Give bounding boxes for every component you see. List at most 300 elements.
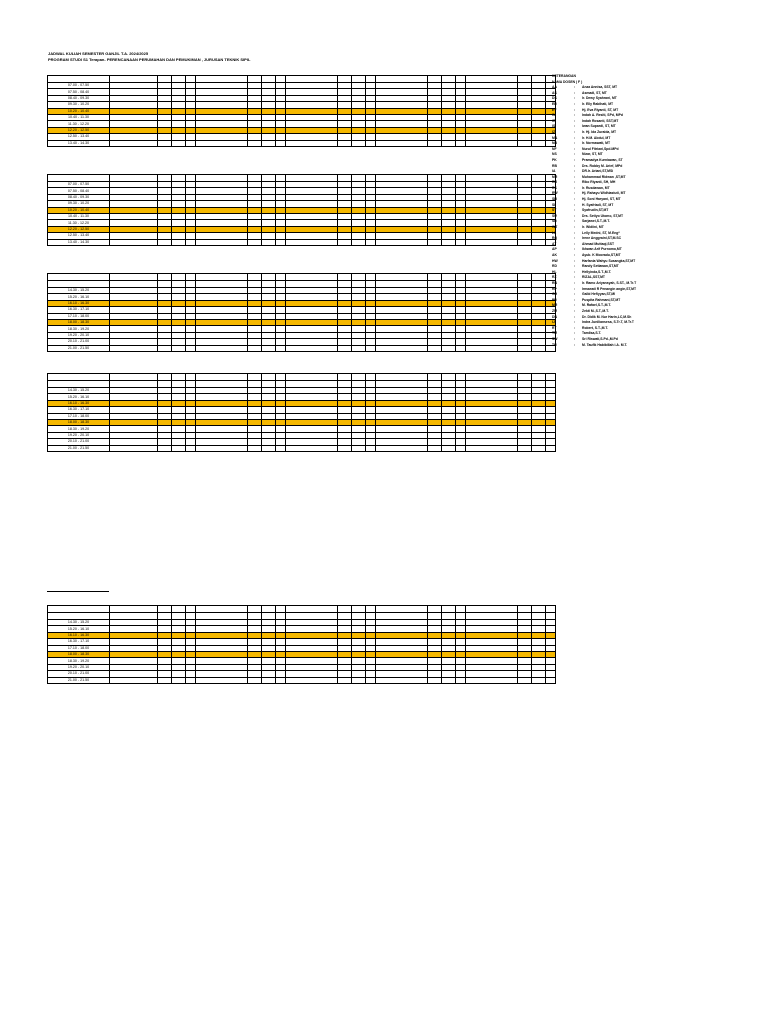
- lecturer-code: MA: [552, 135, 558, 140]
- schedule-cell: [466, 76, 518, 83]
- legend-separator: :: [574, 90, 576, 95]
- legend-separator: :: [574, 180, 576, 185]
- table-header-row: [48, 76, 556, 83]
- time-cell: 16.30 - 17.10: [48, 639, 110, 645]
- schedule-cell: [286, 374, 338, 381]
- schedule-cell: [186, 76, 196, 83]
- schedule-cell: [352, 281, 366, 288]
- schedule-cell: [186, 374, 196, 381]
- lecturer-code: SI: [552, 202, 556, 207]
- schedule-cell: [518, 281, 532, 288]
- schedule-cell: [518, 76, 532, 83]
- schedule-cell: [442, 281, 456, 288]
- legend-separator: :: [574, 331, 576, 336]
- schedule-cell: [158, 175, 172, 182]
- time-cell: 15.20 - 16.10: [48, 294, 110, 300]
- schedule-cell: [262, 140, 276, 146]
- legend-separator: :: [574, 275, 576, 280]
- lecturer-code: RW: [552, 191, 558, 196]
- schedule-cell: [286, 677, 338, 683]
- schedule-cell: [186, 445, 196, 451]
- table-row: [48, 239, 556, 245]
- schedule-cell: [532, 175, 546, 182]
- schedule-cell: [532, 281, 546, 288]
- schedule-cell: [158, 76, 172, 83]
- legend-subtitle: NAMA DOSEN ( F ): [552, 79, 583, 84]
- schedule-cell: [518, 374, 532, 381]
- schedule-cell: [532, 613, 546, 620]
- schedule-table-3: [47, 273, 556, 352]
- lecturer-name: RIZAL,SST,MT: [582, 275, 605, 280]
- schedule-cell: [276, 281, 286, 288]
- schedule-cell: [428, 175, 442, 182]
- schedule-cell: [456, 677, 466, 683]
- lecturer-code: RP: [552, 286, 557, 291]
- time-cell: 10.20 - 10.40: [48, 207, 110, 213]
- schedule-cell: [186, 677, 196, 683]
- lecturer-name: Sarjawei,S.T.,M.T.: [582, 219, 610, 224]
- schedule-cell: [262, 281, 276, 288]
- time-cell: 13.40 - 14.30: [48, 140, 110, 146]
- time-cell: 09.30 - 10.20: [48, 201, 110, 207]
- lecturer-code: PR: [552, 297, 557, 302]
- legend-separator: :: [574, 342, 576, 347]
- lecturer-name: Robert, S.T.,M.T.: [582, 325, 608, 330]
- lecturer-name: DR.Ir. Ariani,ST,MSi: [582, 169, 614, 174]
- lecturer-name: Syafrudin,ST,MT: [582, 208, 609, 213]
- schedule-cell: [196, 239, 248, 245]
- time-cell: [48, 374, 110, 381]
- schedule-cell: [532, 445, 546, 451]
- schedule-cell: [286, 606, 338, 613]
- schedule-cell: [248, 76, 262, 83]
- lecturer-name: Galbi Hefiyyan,ST,MI: [582, 292, 616, 297]
- schedule-cell: [110, 76, 158, 83]
- schedule-cell: [366, 281, 376, 288]
- lecturer-code: SU: [552, 213, 557, 218]
- schedule-cell: [276, 345, 286, 351]
- time-cell: 16.10 - 16.30: [48, 632, 110, 638]
- schedule-cell: [248, 606, 262, 613]
- schedule-cell: [376, 677, 428, 683]
- legend-separator: :: [574, 308, 576, 313]
- schedule-cell: [532, 345, 546, 351]
- schedule-cell: [518, 606, 532, 613]
- schedule-cell: [456, 613, 466, 620]
- schedule-cell: [158, 613, 172, 620]
- schedule-cell: [186, 606, 196, 613]
- time-cell: 08.40 - 09.30: [48, 194, 110, 200]
- time-cell: [48, 274, 110, 281]
- schedule-cell: [172, 140, 186, 146]
- lecturer-name: Hj. Soni Haryani, ST, MT: [582, 197, 621, 202]
- schedule-cell: [276, 613, 286, 620]
- schedule-cell: [172, 345, 186, 351]
- time-cell: 16.30 - 17.10: [48, 407, 110, 413]
- lecturer-name: Hellyinda,S.T.,M.T.: [582, 269, 612, 274]
- schedule-cell: [366, 374, 376, 381]
- schedule-cell: [352, 345, 366, 351]
- time-cell: 17.10 - 18.00: [48, 413, 110, 419]
- lecturer-name: Ir. Dewy Syahrani, MT: [582, 96, 617, 101]
- separator-line: [47, 591, 109, 592]
- schedule-cell: [442, 613, 456, 620]
- time-cell: [48, 281, 110, 288]
- lecturer-name: Lelly Medni, ST, M.Eng*: [582, 230, 620, 235]
- schedule-cell: [186, 381, 196, 388]
- schedule-cell: [442, 175, 456, 182]
- schedule-cell: [442, 239, 456, 245]
- legend-title: KETERANGAN: [552, 74, 576, 78]
- schedule-cell: [466, 345, 518, 351]
- schedule-cell: [248, 274, 262, 281]
- schedule-cell: [466, 239, 518, 245]
- lecturer-code: ZM: [552, 308, 557, 313]
- schedule-cell: [196, 613, 248, 620]
- legend-separator: :: [574, 129, 576, 134]
- schedule-cell: [110, 140, 158, 146]
- schedule-cell: [262, 677, 276, 683]
- schedule-cell: [376, 606, 428, 613]
- lecturer-name: Indah A. Resiti, SPd, MPd: [582, 113, 623, 118]
- time-cell: 14.30 - 15.20: [48, 388, 110, 394]
- legend-separator: :: [574, 253, 576, 257]
- schedule-cell: [338, 606, 352, 613]
- lecturer-name: Puspita Rahmani,ST,MT: [582, 297, 621, 302]
- lecturer-code: AT: [552, 241, 557, 246]
- legend-separator: :: [574, 85, 576, 90]
- schedule-cell: [338, 274, 352, 281]
- schedule-cell: [428, 76, 442, 83]
- schedule-cell: [186, 239, 196, 245]
- table-header-row: [48, 274, 556, 281]
- legend-separator: :: [574, 241, 576, 246]
- lecturer-name: Hj. Eva Riyanti, ST, MT: [582, 107, 619, 112]
- schedule-cell: [352, 445, 366, 451]
- lecturer-code: RQ: [552, 236, 558, 241]
- time-cell: 20.10 - 21.00: [48, 671, 110, 677]
- time-cell: 16.10 - 16.30: [48, 300, 110, 306]
- schedule-cell: [110, 445, 158, 451]
- schedule-cell: [196, 281, 248, 288]
- schedule-cell: [248, 345, 262, 351]
- schedule-cell: [532, 677, 546, 683]
- schedule-cell: [338, 613, 352, 620]
- table-row: [48, 140, 556, 146]
- lecturer-name: Pramadya Kurniawan, ST: [582, 157, 623, 162]
- schedule-cell: [196, 374, 248, 381]
- schedule-cell: [110, 175, 158, 182]
- schedule-cell: [376, 140, 428, 146]
- schedule-cell: [186, 281, 196, 288]
- legend-separator: :: [574, 169, 576, 174]
- schedule-cell: [366, 613, 376, 620]
- lecturer-code: IZ: [552, 129, 556, 134]
- schedule-cell: [286, 345, 338, 351]
- schedule-cell: [196, 274, 248, 281]
- legend-separator: :: [574, 258, 576, 263]
- schedule-cell: [196, 606, 248, 613]
- lecturer-name: Riko Riyanti, SH, MH: [582, 180, 616, 185]
- schedule-cell: [376, 381, 428, 388]
- time-cell: 17.10 - 18.00: [48, 313, 110, 319]
- schedule-cell: [518, 175, 532, 182]
- schedule-cell: [172, 274, 186, 281]
- table-row: [48, 281, 556, 288]
- lecturer-code: NS: [552, 152, 557, 157]
- legend-separator: :: [574, 264, 576, 269]
- schedule-cell: [428, 445, 442, 451]
- schedule-cell: [442, 445, 456, 451]
- schedule-cell: [352, 606, 366, 613]
- lecturer-name: Dr. Didik M. Nur Harin,LC,M.Sh: [582, 314, 632, 319]
- schedule-cell: [262, 76, 276, 83]
- schedule-cell: [466, 374, 518, 381]
- schedule-cell: [172, 613, 186, 620]
- lecturer-name: Ir. Widiini, MT: [582, 225, 604, 230]
- schedule-cell: [276, 374, 286, 381]
- lecturer-code: RR: [552, 180, 557, 185]
- schedule-cell: [286, 175, 338, 182]
- legend-separator: :: [574, 336, 576, 341]
- lecturer-code: SH: [552, 197, 557, 202]
- legend-separator: :: [574, 191, 576, 196]
- legend-separator: :: [574, 146, 576, 151]
- schedule-cell: [442, 76, 456, 83]
- schedule-cell: [172, 175, 186, 182]
- schedule-cell: [196, 677, 248, 683]
- legend-separator: :: [574, 185, 576, 190]
- schedule-cell: [186, 345, 196, 351]
- time-cell: 16.10 - 16.30: [48, 400, 110, 406]
- schedule-cell: [172, 374, 186, 381]
- schedule-cell: [518, 274, 532, 281]
- schedule-cell: [338, 381, 352, 388]
- schedule-cell: [158, 445, 172, 451]
- schedule-cell: [186, 613, 196, 620]
- legend-separator: :: [574, 101, 576, 106]
- schedule-cell: [276, 140, 286, 146]
- schedule-cell: [248, 613, 262, 620]
- schedule-cell: [546, 445, 556, 451]
- time-cell: 15.20 - 16.10: [48, 394, 110, 400]
- schedule-cell: [196, 381, 248, 388]
- schedule-cell: [376, 175, 428, 182]
- time-cell: 18.30 - 19.20: [48, 658, 110, 664]
- schedule-cell: [110, 281, 158, 288]
- lecturer-code: IA: [552, 169, 556, 174]
- lecturer-code: SW: [552, 336, 558, 341]
- schedule-cell: [376, 76, 428, 83]
- lecturer-code: HL: [552, 269, 557, 274]
- schedule-cell: [466, 606, 518, 613]
- legend-separator: :: [574, 280, 576, 285]
- schedule-cell: [428, 140, 442, 146]
- schedule-table-4: [47, 373, 556, 452]
- schedule-cell: [158, 381, 172, 388]
- table-row: [48, 445, 556, 451]
- lecturer-name: Ir. Elly Rabihati, MT: [582, 101, 614, 106]
- schedule-cell: [456, 76, 466, 83]
- schedule-cell: [276, 445, 286, 451]
- schedule-cell: [366, 140, 376, 146]
- schedule-cell: [338, 140, 352, 146]
- schedule-cell: [352, 613, 366, 620]
- schedule-cell: [376, 281, 428, 288]
- lecturer-name: Asmadi, ST, MT: [582, 90, 607, 95]
- schedule-cell: [276, 381, 286, 388]
- schedule-cell: [442, 274, 456, 281]
- lecturer-name: Ir. Hj. Ida Zuraida, MT: [582, 129, 617, 134]
- legend-separator: :: [574, 141, 576, 146]
- schedule-cell: [110, 606, 158, 613]
- time-cell: 18.00 - 18.30: [48, 419, 110, 425]
- schedule-cell: [466, 281, 518, 288]
- schedule-cell: [286, 613, 338, 620]
- schedule-cell: [376, 613, 428, 620]
- lecturer-name: Sri Riswati,S.Pd.,M.Pd: [582, 336, 618, 341]
- legend-separator: :: [574, 202, 576, 207]
- schedule-cell: [158, 239, 172, 245]
- schedule-cell: [262, 613, 276, 620]
- schedule-cell: [110, 239, 158, 245]
- schedule-cell: [172, 381, 186, 388]
- schedule-cell: [196, 345, 248, 351]
- schedule-cell: [172, 239, 186, 245]
- schedule-cell: [262, 445, 276, 451]
- schedule-cell: [262, 274, 276, 281]
- schedule-cell: [532, 374, 546, 381]
- schedule-cell: [518, 239, 532, 245]
- schedule-cell: [376, 345, 428, 351]
- schedule-cell: [158, 345, 172, 351]
- schedule-cell: [428, 281, 442, 288]
- schedule-cell: [442, 606, 456, 613]
- schedule-cell: [456, 374, 466, 381]
- schedule-cell: [466, 381, 518, 388]
- schedule-cell: [352, 381, 366, 388]
- time-cell: 10.40 - 11.30: [48, 114, 110, 120]
- legend-separator: :: [574, 163, 576, 168]
- time-cell: 19.20 - 20.10: [48, 432, 110, 438]
- time-cell: 15.20 - 16.10: [48, 626, 110, 632]
- schedule-cell: [110, 677, 158, 683]
- lecturer-name: Drs. Setiyo Utomo, ST,MT: [582, 213, 624, 218]
- time-cell: 19.20 - 20.10: [48, 664, 110, 670]
- time-cell: 14.30 - 15.20: [48, 620, 110, 626]
- schedule-cell: [276, 274, 286, 281]
- lecturer-code: GH: [552, 292, 558, 297]
- schedule-cell: [456, 140, 466, 146]
- schedule-cell: [338, 175, 352, 182]
- lecturer-code: TM: [552, 331, 557, 336]
- lecturer-name: Indra Juniliansesa, S.Tr.T, M.Tr.T: [582, 320, 635, 325]
- legend-separator: :: [574, 247, 576, 252]
- schedule-cell: [456, 175, 466, 182]
- legend-separator: :: [574, 118, 576, 123]
- time-cell: 07.00 - 07.50: [48, 182, 110, 188]
- time-cell: 20.10 - 21.00: [48, 439, 110, 445]
- schedule-cell: [110, 381, 158, 388]
- schedule-cell: [366, 445, 376, 451]
- schedule-cell: [376, 374, 428, 381]
- lecturer-name: Anza Annisa, SST, MT: [582, 85, 618, 90]
- schedule-cell: [276, 239, 286, 245]
- lecturer-code: AK: [552, 253, 557, 257]
- schedule-cell: [338, 445, 352, 451]
- schedule-cell: [376, 445, 428, 451]
- lecturer-name: Nurul Fitriani,Spd.MPd: [582, 146, 619, 151]
- table-row: [48, 613, 556, 620]
- lecturer-name: H. Syafriadi, ST, MT: [582, 202, 614, 207]
- time-cell: 08.40 - 09.30: [48, 95, 110, 101]
- lecturer-name: Ayub. K Mooradu,ST,MT: [582, 253, 621, 257]
- schedule-cell: [442, 677, 456, 683]
- schedule-cell: [466, 613, 518, 620]
- time-cell: 10.40 - 11.30: [48, 213, 110, 219]
- time-cell: 18.00 - 18.30: [48, 651, 110, 657]
- lecturer-code: RT: [552, 325, 557, 330]
- schedule-cell: [518, 677, 532, 683]
- schedule-cell: [546, 613, 556, 620]
- legend-entry: [552, 343, 636, 349]
- legend-separator: :: [574, 208, 576, 213]
- schedule-cell: [248, 175, 262, 182]
- schedule-cell: [352, 140, 366, 146]
- lecturer-code: TH: [552, 342, 557, 347]
- schedule-cell: [286, 239, 338, 245]
- lecturer-code: SR: [552, 219, 557, 224]
- schedule-cell: [428, 374, 442, 381]
- schedule-cell: [158, 274, 172, 281]
- schedule-cell: [352, 274, 366, 281]
- lecturer-name: Randy Setiawan,ST,MT: [582, 264, 619, 269]
- schedule-cell: [276, 175, 286, 182]
- schedule-cell: [110, 613, 158, 620]
- schedule-cell: [428, 274, 442, 281]
- schedule-cell: [262, 175, 276, 182]
- schedule-cell: [546, 677, 556, 683]
- schedule-cell: [366, 239, 376, 245]
- time-cell: 07.50 - 08.40: [48, 89, 110, 95]
- time-cell: 12.50 - 13.40: [48, 134, 110, 140]
- schedule-cell: [532, 76, 546, 83]
- lecturer-code: RD: [552, 264, 557, 269]
- schedule-cell: [518, 613, 532, 620]
- lecturer-code: AA: [552, 85, 557, 90]
- lecturer-name: Ir. H.M. Abdul, MT: [582, 135, 611, 140]
- schedule-cell: [466, 140, 518, 146]
- schedule-cell: [172, 76, 186, 83]
- lecturer-code: PK: [552, 157, 557, 162]
- time-cell: [48, 606, 110, 613]
- lecturer-name: Hj. Rahayu Widhiastuti, MT: [582, 191, 626, 196]
- legend-separator: :: [574, 297, 576, 302]
- table-header-row: [48, 175, 556, 182]
- lecturer-code: SY: [552, 208, 557, 213]
- lecturer-name: Ahmad Muttaqi,SST: [582, 241, 615, 246]
- schedule-cell: [286, 76, 338, 83]
- lecturer-name: Ir. Ramo Ariyansyah, S.ST., M.Tr.T: [582, 280, 637, 285]
- schedule-cell: [466, 677, 518, 683]
- legend-separator: :: [574, 286, 576, 291]
- time-cell: 10.20 - 10.40: [48, 108, 110, 114]
- lecturer-name: Ir. Normawati, MT: [582, 141, 611, 146]
- schedule-cell: [532, 381, 546, 388]
- table-row: [48, 381, 556, 388]
- schedule-cell: [366, 76, 376, 83]
- lecturer-code: WT: [552, 225, 558, 230]
